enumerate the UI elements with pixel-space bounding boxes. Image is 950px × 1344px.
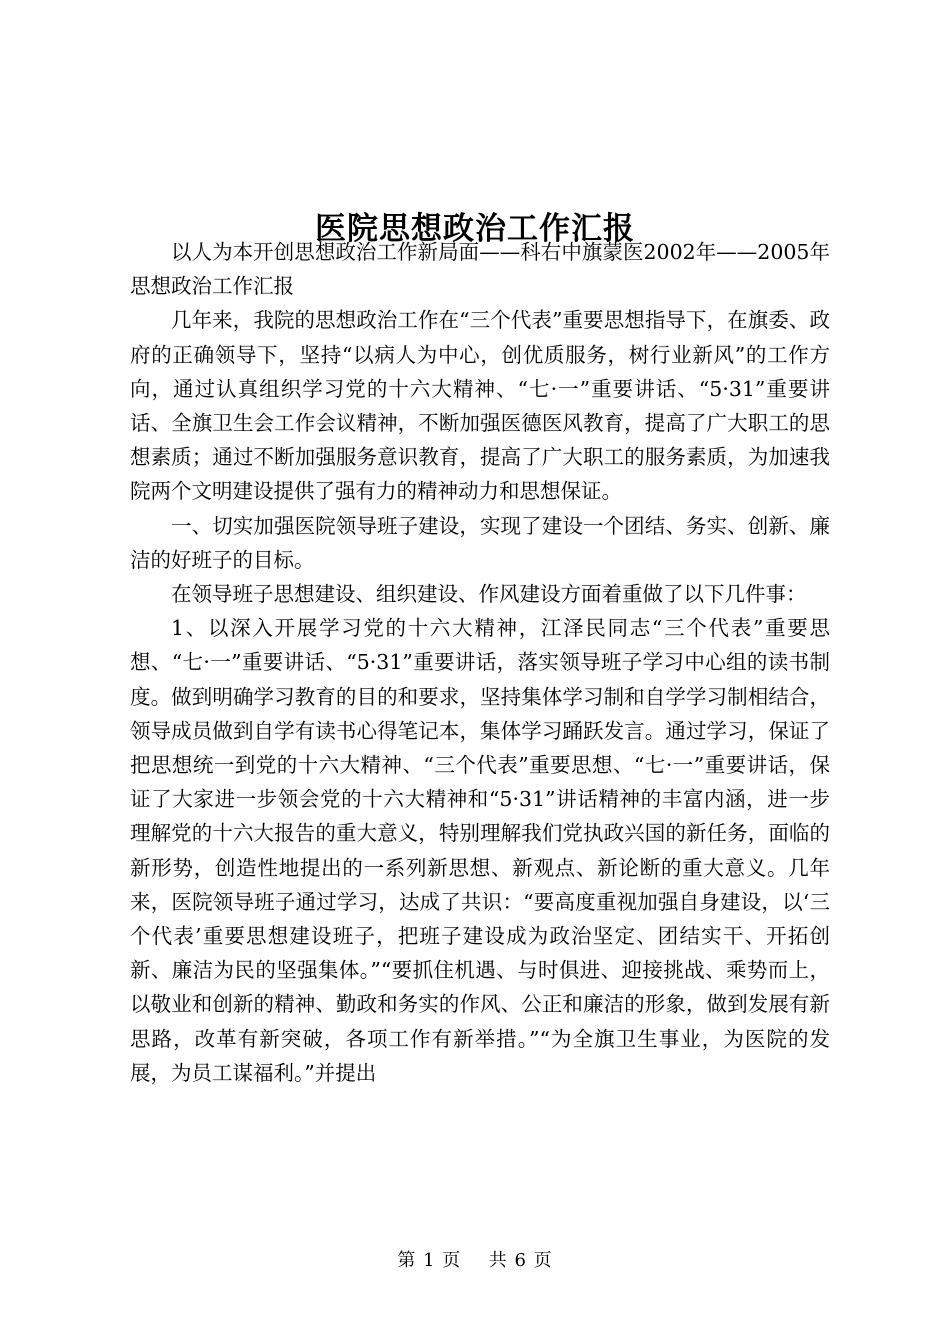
paragraph: 在领导班子思想建设、组织建设、作风建设方面着重做了以下几件事： xyxy=(171,582,807,607)
page-title: 医院思想政治工作汇报 xyxy=(315,210,635,247)
paragraph: 以人为本开创思想政治工作新局面——科右中旗蒙医2002年——2005年思想政治工作汇报 xyxy=(130,240,830,299)
page-footer xyxy=(0,1246,950,1272)
paragraph: 几年来，我院的思想政治工作在“三个代表”重要思想指导下，在旗委、政府的正确领导下，坚持“以病人为中心，创优质服务，树行业新风”的工作方向，通过认真组织学习党的十六大精神、“七·一”重要讲话、“5·31”重要讲话、全旗卫生会工作会议精神，不断加强医德医风教育，提高了广大职工的思想素质；通过不断加强服务意识教育，提高了广大职工的服务素质，为加速我院两个文明建设提供了强有力的精神动力和思想保证。 xyxy=(130,308,830,504)
document-body xyxy=(130,235,830,1090)
paragraph: 1、以深入开展学习党的十六大精神，江泽民同志“三个代表”重要思想、“七·一”重要讲话、“5·31”重要讲话，落实领导班子学习中心组的读书制度。做到明确学习教育的目的和要求，坚持集体学习制和自学学习制相结合，领导成员做到自学有读书心得笔记本，集体学习踊跃发言。通过学习，保证了把思想统一到党的十六大精神、“三个代表”重要思想、“七·一”重要讲话，保证了大家进一步领会党的十六大精神和“5·31”讲话精神的丰富内涵，进一步理解党的十六大报告的重大意义，特别理解我们党执政兴国的新任务，面临的新形势，创造性地提出的一系列新思想、新观点、新论断的重大意义。几年来，医院领导班子通过学习，达成了共识：“要高度重视加强自身建设，以‘三个代表’重要思想建设班子，把班子建设成为政治坚定、团结实干、开拓创新、廉洁为民的坚强集体。”“要抓住机遇、与时俱进、迎接挑战、乘势而上，以敬业和创新的精神、勤政和务实的作风、公正和廉洁的形象，做到发展有新思路，改革有新突破，各项工作有新举措。”“为全旗卫生事业，为医院的发展，为员工谋福利。”并提出 xyxy=(130,616,830,1085)
footer-total-pages: 共 6 页 xyxy=(488,1250,553,1271)
paragraph: 一、切实加强医院领导班子建设，实现了建设一个团结、务实、创新、廉洁的好班子的目标。 xyxy=(130,513,830,572)
footer-current-page: 第 1 页 xyxy=(397,1250,462,1271)
